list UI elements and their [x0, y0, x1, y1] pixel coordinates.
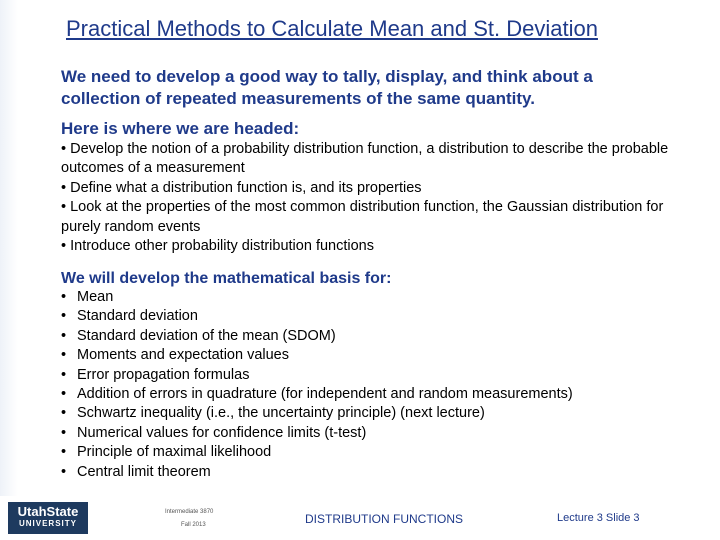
intro-text: We need to develop a good way to tally, display, and think about a collection of repeated measurements of the same quantity.	[61, 67, 593, 108]
bullet-icon: •	[61, 308, 67, 325]
list-item: • Develop the notion of a probability distribution function, a distribution to describe the probable outcomes of a measurement	[61, 141, 669, 177]
term-label: Fall 2013	[181, 522, 206, 528]
section-heading-1: Here is where we are headed:	[61, 119, 300, 138]
list-item: • Moments and expectation values	[61, 346, 701, 365]
list-item: • Look at the properties of the most common distribution function, the Gaussian distribution for purely random events	[61, 199, 664, 235]
goals-list	[61, 140, 701, 256]
list-item: • Principle of maximal likelihood	[61, 443, 701, 462]
list-item: • Define what a distribution function is, and its properties	[61, 179, 422, 196]
university-logo: UtahState UNIVERSITY	[8, 502, 88, 534]
list-item: • Introduce other probability distribution functions	[61, 238, 374, 255]
slide-title: Practical Methods to Calculate Mean and St. Deviation	[66, 16, 598, 41]
left-edge-decoration	[0, 0, 18, 540]
course-label: Intermediate 3870	[165, 509, 214, 515]
bullet-icon: •	[61, 424, 67, 441]
bullet-icon: •	[61, 463, 67, 480]
list-item: • Mean	[61, 288, 701, 307]
list-item: • Addition of errors in quadrature (for independent and random measurements)	[61, 385, 701, 404]
list-item: • Error propagation formulas	[61, 366, 701, 385]
section-heading-2: We will develop the mathematical basis for:	[61, 270, 392, 287]
list-item: • Standard deviation	[61, 307, 701, 326]
bullet-icon: •	[61, 289, 67, 305]
bullet-icon: •	[61, 327, 67, 344]
footer-topic: DISTRIBUTION FUNCTIONS	[305, 512, 463, 526]
bullet-icon: •	[61, 444, 67, 461]
bullet-icon: •	[61, 366, 67, 383]
list-item: • Schwartz inequality (i.e., the uncertainty principle) (next lecture)	[61, 404, 701, 423]
list-item: • Numerical values for confidence limits (t-test)	[61, 424, 701, 443]
list-item: • Standard deviation of the mean (SDOM)	[61, 327, 701, 346]
bullet-icon: •	[61, 405, 67, 422]
slide-number: Lecture 3 Slide 3	[557, 512, 640, 524]
list-item: • Central limit theorem	[61, 463, 701, 482]
bullet-icon: •	[61, 386, 67, 403]
bullet-icon: •	[61, 347, 67, 364]
topics-list	[61, 288, 701, 482]
